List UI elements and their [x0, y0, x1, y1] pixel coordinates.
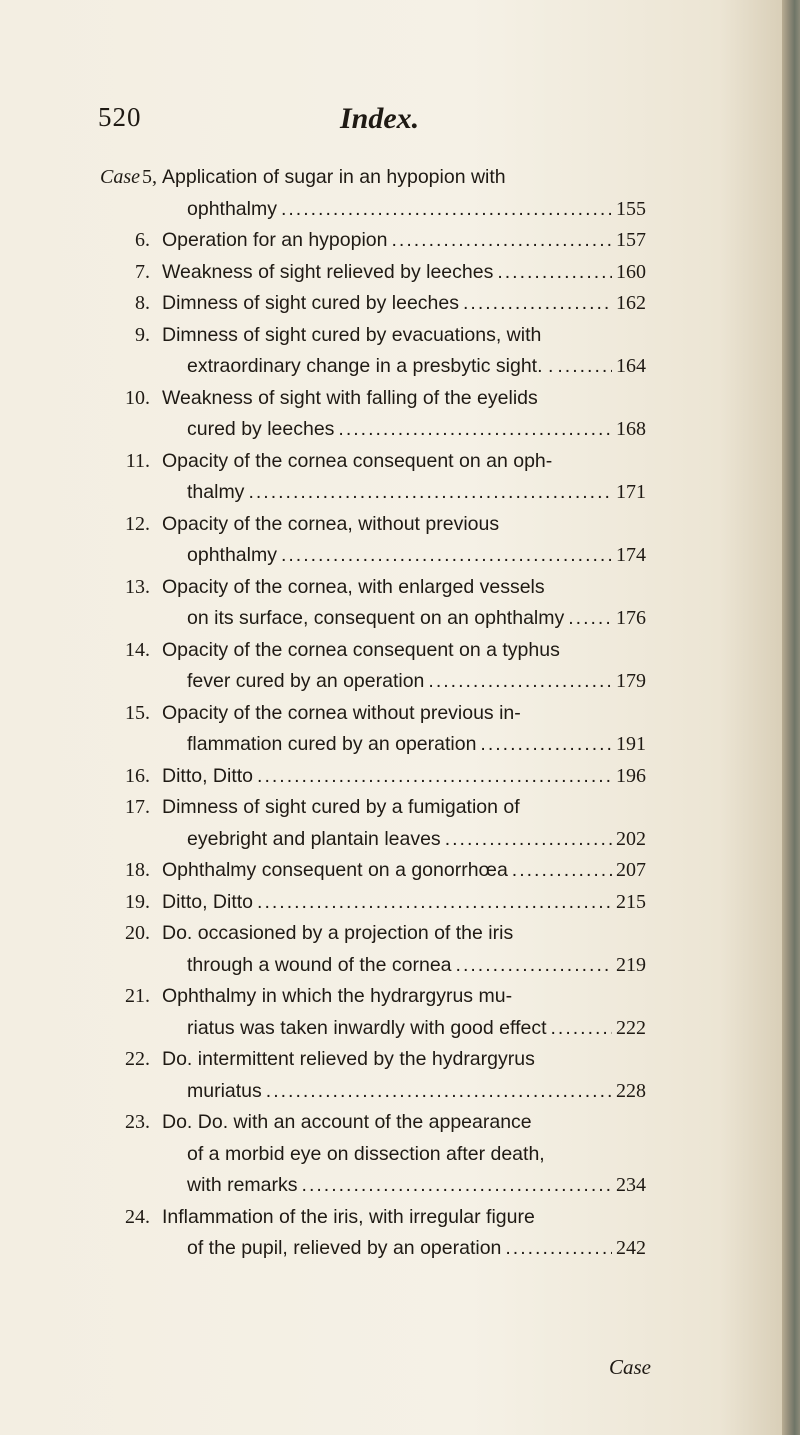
- index-entry: [96, 257, 656, 289]
- case-number: 6.: [135, 229, 150, 251]
- index-entry: [96, 162, 656, 225]
- index-entry: [96, 572, 656, 635]
- page-reference: 157: [616, 229, 646, 251]
- catchword: Case: [609, 1355, 651, 1379]
- entry-text: Weakness of sight relieved by leeches: [162, 260, 494, 283]
- index-entry: [96, 320, 656, 383]
- entry-text: extraordinary change in a presbytic sight. .: [187, 355, 554, 377]
- entry-text: Ditto, Ditto: [162, 764, 254, 787]
- entry-text: of the pupil, relieved by an operation: [187, 1237, 502, 1259]
- leader-dots: [445, 824, 612, 856]
- entry-text: Do. intermittent relieved by the hydrargyrus: [162, 1048, 535, 1070]
- index-entry: [96, 855, 656, 887]
- entry-text: Operation for an hypopion: [162, 229, 388, 251]
- leader-dots: [266, 1076, 612, 1108]
- page-reference: 228: [616, 1079, 646, 1102]
- case-number: 8.: [135, 292, 150, 314]
- page-reference: 174: [616, 544, 646, 566]
- entry-text: Dimness of sight cured by a fumigation of: [162, 796, 520, 818]
- entry-text: Opacity of the cornea consequent on a typhus: [162, 638, 560, 661]
- page-reference: 176: [616, 607, 646, 629]
- entry-text: fever cured by an operation: [187, 670, 425, 692]
- entry-text: flammation cured by an operation: [187, 733, 477, 755]
- index-entry: [96, 887, 656, 919]
- page-reference: 155: [616, 197, 646, 220]
- page-reference: 202: [616, 827, 646, 850]
- leader-dots: [302, 1170, 612, 1202]
- case-number: 21.: [125, 985, 150, 1007]
- entry-text: riatus was taken inwardly with good effect: [187, 1016, 547, 1039]
- case-number: 14.: [125, 638, 150, 661]
- leader-dots: [497, 257, 612, 289]
- leader-dots: [505, 1233, 612, 1265]
- entry-text: Opacity of the cornea, with enlarged vessels: [162, 575, 545, 598]
- page-reference: 215: [616, 890, 646, 913]
- entry-text: Dimness of sight cured by evacuations, with: [162, 323, 542, 346]
- leader-dots: [557, 351, 612, 383]
- entry-text: muriatus: [187, 1079, 262, 1102]
- leader-dots: [281, 540, 612, 572]
- entry-text: thalmy: [187, 481, 245, 503]
- page-reference: 160: [616, 260, 646, 283]
- page-reference: 219: [616, 953, 646, 976]
- leader-dots: [338, 414, 612, 446]
- case-number: 9.: [135, 323, 150, 346]
- case-label: Case: [100, 166, 140, 188]
- leader-dots: [257, 761, 612, 793]
- page-reference: 164: [616, 355, 646, 377]
- entry-text: Application of sugar in an hypopion with: [162, 166, 506, 188]
- index-entry: [96, 383, 656, 446]
- page-reference: 207: [616, 859, 646, 881]
- case-number: 13.: [125, 575, 150, 598]
- leader-dots: [456, 950, 612, 982]
- entry-text: with remarks: [187, 1174, 298, 1196]
- index-entry: [96, 635, 656, 698]
- entry-text: Opacity of the cornea, without previous: [162, 512, 500, 535]
- entry-text: on its surface, consequent on an ophthalmy: [187, 607, 565, 629]
- leader-dots: [428, 666, 612, 698]
- leader-dots: [568, 603, 612, 635]
- page-reference: 234: [616, 1174, 646, 1196]
- index-entry: [96, 1202, 656, 1265]
- case-number: 20.: [125, 922, 150, 944]
- case-number: 10.: [125, 386, 150, 409]
- page-header: [0, 102, 782, 142]
- index-entry: [96, 446, 656, 509]
- page-reference: 222: [616, 1016, 646, 1039]
- page-reference: 242: [616, 1237, 646, 1259]
- case-number: 18.: [125, 859, 150, 881]
- entry-text: Dimness of sight cured by leeches: [162, 292, 459, 314]
- entry-text: through a wound of the cornea: [187, 953, 452, 976]
- entry-text: Inflammation of the iris, with irregular figure: [162, 1205, 535, 1228]
- entry-text: ophthalmy: [187, 544, 277, 566]
- case-number: 17.: [125, 796, 150, 818]
- entry-text: Do. Do. with an account of the appearance: [162, 1111, 532, 1133]
- entry-text: cured by leeches: [187, 418, 335, 440]
- leader-dots: [463, 288, 612, 320]
- page-reference: 191: [616, 733, 646, 755]
- page-reference: 179: [616, 670, 646, 692]
- entry-text: Do. occasioned by a projection of the iris: [162, 922, 514, 944]
- index-entry: [96, 288, 656, 320]
- leader-dots: [551, 1013, 613, 1045]
- entry-text: of a morbid eye on dissection after death,: [187, 1142, 545, 1165]
- entry-text: Weakness of sight with falling of the eyelids: [162, 386, 538, 409]
- case-number: 24.: [125, 1205, 150, 1228]
- case-number: 22.: [125, 1048, 150, 1070]
- index-entry: [96, 698, 656, 761]
- entry-text: Opacity of the cornea without previous in-: [162, 701, 521, 724]
- leader-dots: [392, 225, 613, 257]
- case-number: 5,: [142, 166, 157, 188]
- entry-text: eyebright and plantain leaves: [187, 827, 441, 850]
- page-number: 520: [98, 102, 142, 132]
- case-number: 15.: [125, 701, 150, 724]
- case-number: 11.: [125, 449, 150, 472]
- index-entry: [96, 1044, 656, 1107]
- entry-text: ophthalmy: [187, 197, 277, 220]
- entry-text: Opacity of the cornea consequent on an oph-: [162, 449, 553, 472]
- leader-dots: [512, 855, 612, 887]
- index-entry: [96, 225, 656, 257]
- leader-dots: [480, 729, 612, 761]
- page-reference: 168: [616, 418, 646, 440]
- index-entries: [96, 162, 656, 1265]
- page-reference: 171: [616, 481, 646, 503]
- leader-dots: [257, 887, 612, 919]
- index-entry: [96, 981, 656, 1044]
- leader-dots: [248, 477, 612, 509]
- case-number: 12.: [125, 512, 150, 535]
- page-reference: 196: [616, 764, 646, 787]
- case-number: 19.: [125, 890, 150, 913]
- entry-text: Ophthalmy consequent on a gonorrhœa: [162, 859, 508, 881]
- case-number: 23.: [125, 1111, 150, 1133]
- case-number: 16.: [125, 764, 150, 787]
- index-entry: [96, 918, 656, 981]
- entry-text: Ditto, Ditto: [162, 890, 254, 913]
- page-reference: 162: [616, 292, 646, 314]
- index-entry: [96, 792, 656, 855]
- case-number: 7.: [135, 260, 150, 283]
- page-edge: [782, 0, 800, 1435]
- index-entry: [96, 761, 656, 793]
- running-title: Index.: [340, 102, 420, 135]
- index-entry: [96, 509, 656, 572]
- leader-dots: [281, 194, 612, 226]
- entry-text: Ophthalmy in which the hydrargyrus mu-: [162, 985, 513, 1007]
- index-entry: [96, 1107, 656, 1202]
